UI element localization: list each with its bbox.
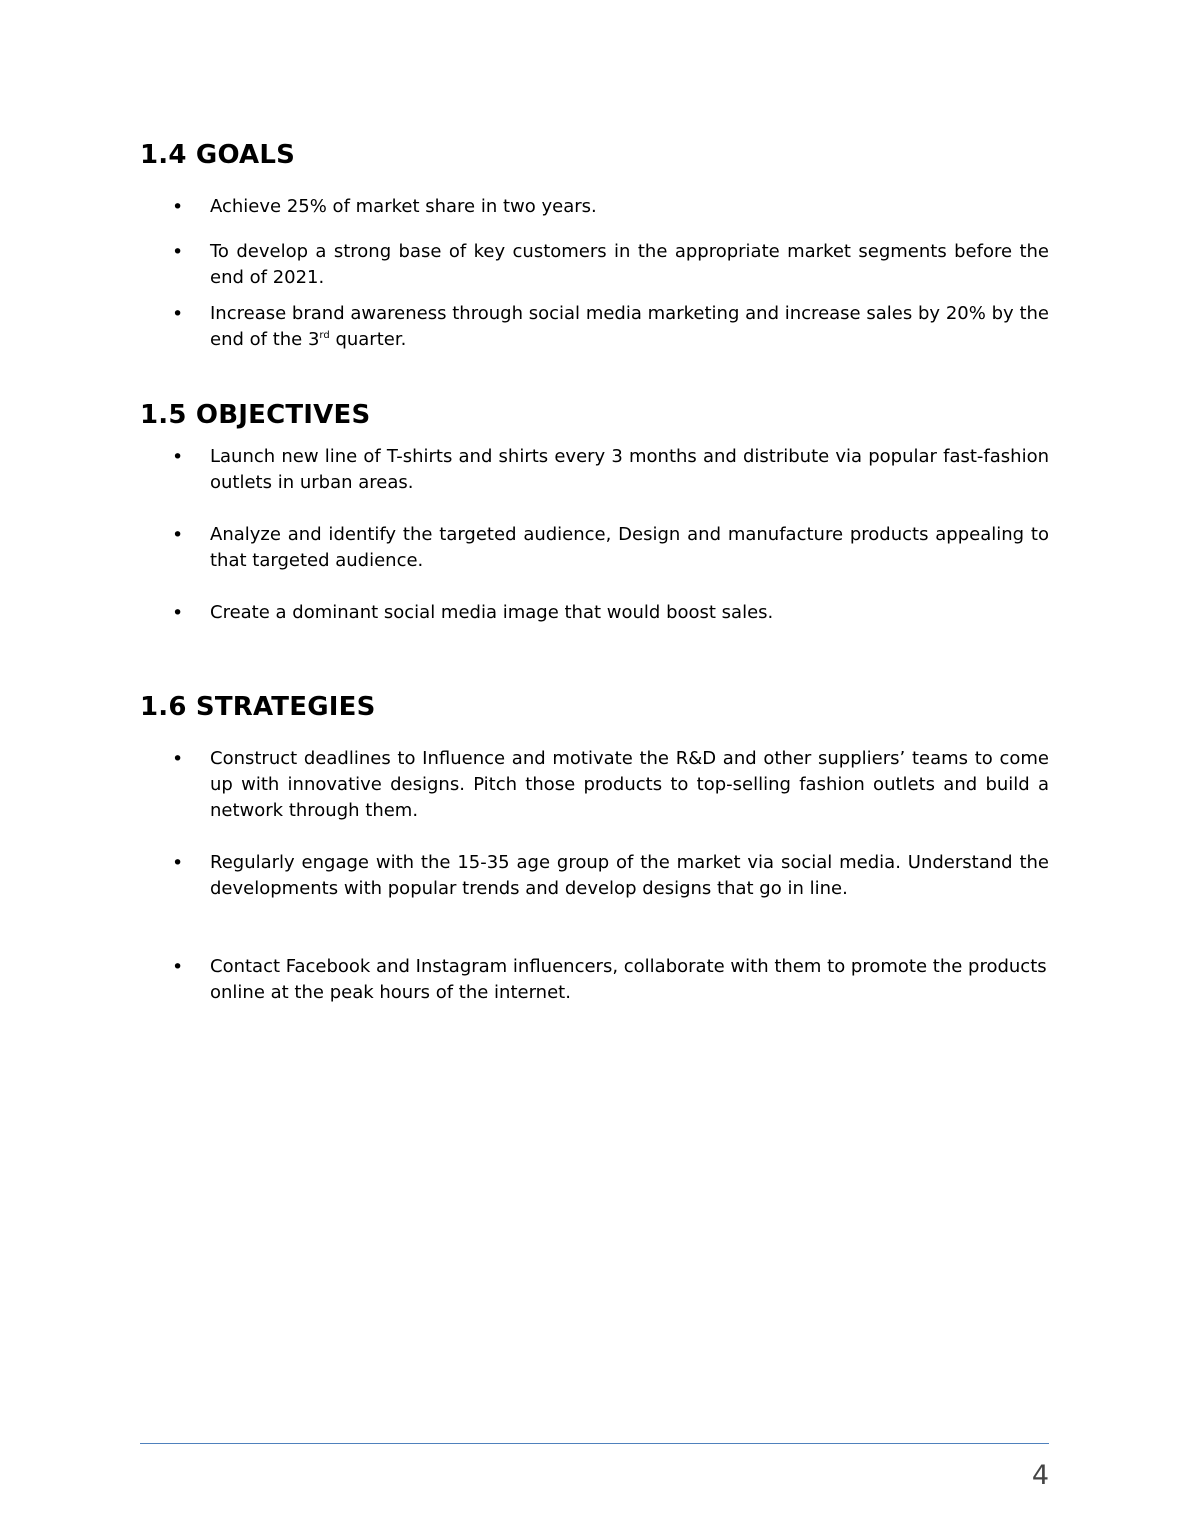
strategies-list-item-1: Construct deadlines to Influence and motivate the R&D and other suppliers’ teams to come up with innovative designs. Pitch those products to top-selling fashion outlets and build a network through them.	[210, 748, 1049, 821]
goals-list-item-3-text-end: quarter.	[329, 329, 407, 350]
strategies-list-item-3: Contact Facebook and Instagram influencers, collaborate with them to promote the products online at the peak hours of the internet.	[210, 956, 1047, 1003]
goals-list-item-1: Achieve 25% of market share in two years.	[210, 196, 597, 217]
bullet-icon: •	[172, 303, 184, 325]
section-heading-goals: 1.4 GOALS	[140, 140, 296, 170]
bullet-icon: •	[172, 748, 184, 770]
bullet-icon: •	[172, 524, 184, 546]
bullet-icon: •	[172, 446, 184, 468]
strategies-list-item-2: Regularly engage with the 15-35 age group of the market via social media. Understand the developments with popular trends and develop designs that go in line.	[210, 852, 1049, 899]
bullet-icon: •	[172, 956, 184, 978]
section-heading-strategies: 1.6 STRATEGIES	[140, 692, 376, 722]
goals-list-item-3-text: Increase brand awareness through social media marketing and increase sales by 20% by the end of the 3	[210, 303, 1049, 350]
bullet-icon: •	[172, 602, 184, 624]
ordinal-suffix: rd	[319, 330, 330, 341]
objectives-list-item-1: Launch new line of T-shirts and shirts every 3 months and distribute via popular fast-fashion outlets in urban areas.	[210, 446, 1049, 493]
goals-list-item-2: To develop a strong base of key customers in the appropriate market segments before the end of 2021.	[210, 241, 1049, 288]
page-number: 4	[1031, 1460, 1049, 1491]
section-heading-objectives: 1.5 OBJECTIVES	[140, 400, 371, 430]
bullet-icon: •	[172, 241, 184, 263]
bullet-icon: •	[172, 196, 184, 218]
objectives-list-item-2: Analyze and identify the targeted audience, Design and manufacture products appealing to that targeted audience.	[210, 524, 1049, 571]
bullet-icon: •	[172, 852, 184, 874]
objectives-list-item-3: Create a dominant social media image that would boost sales.	[210, 602, 774, 623]
footer-divider	[140, 1443, 1049, 1444]
goals-list-item-3	[210, 301, 1049, 353]
